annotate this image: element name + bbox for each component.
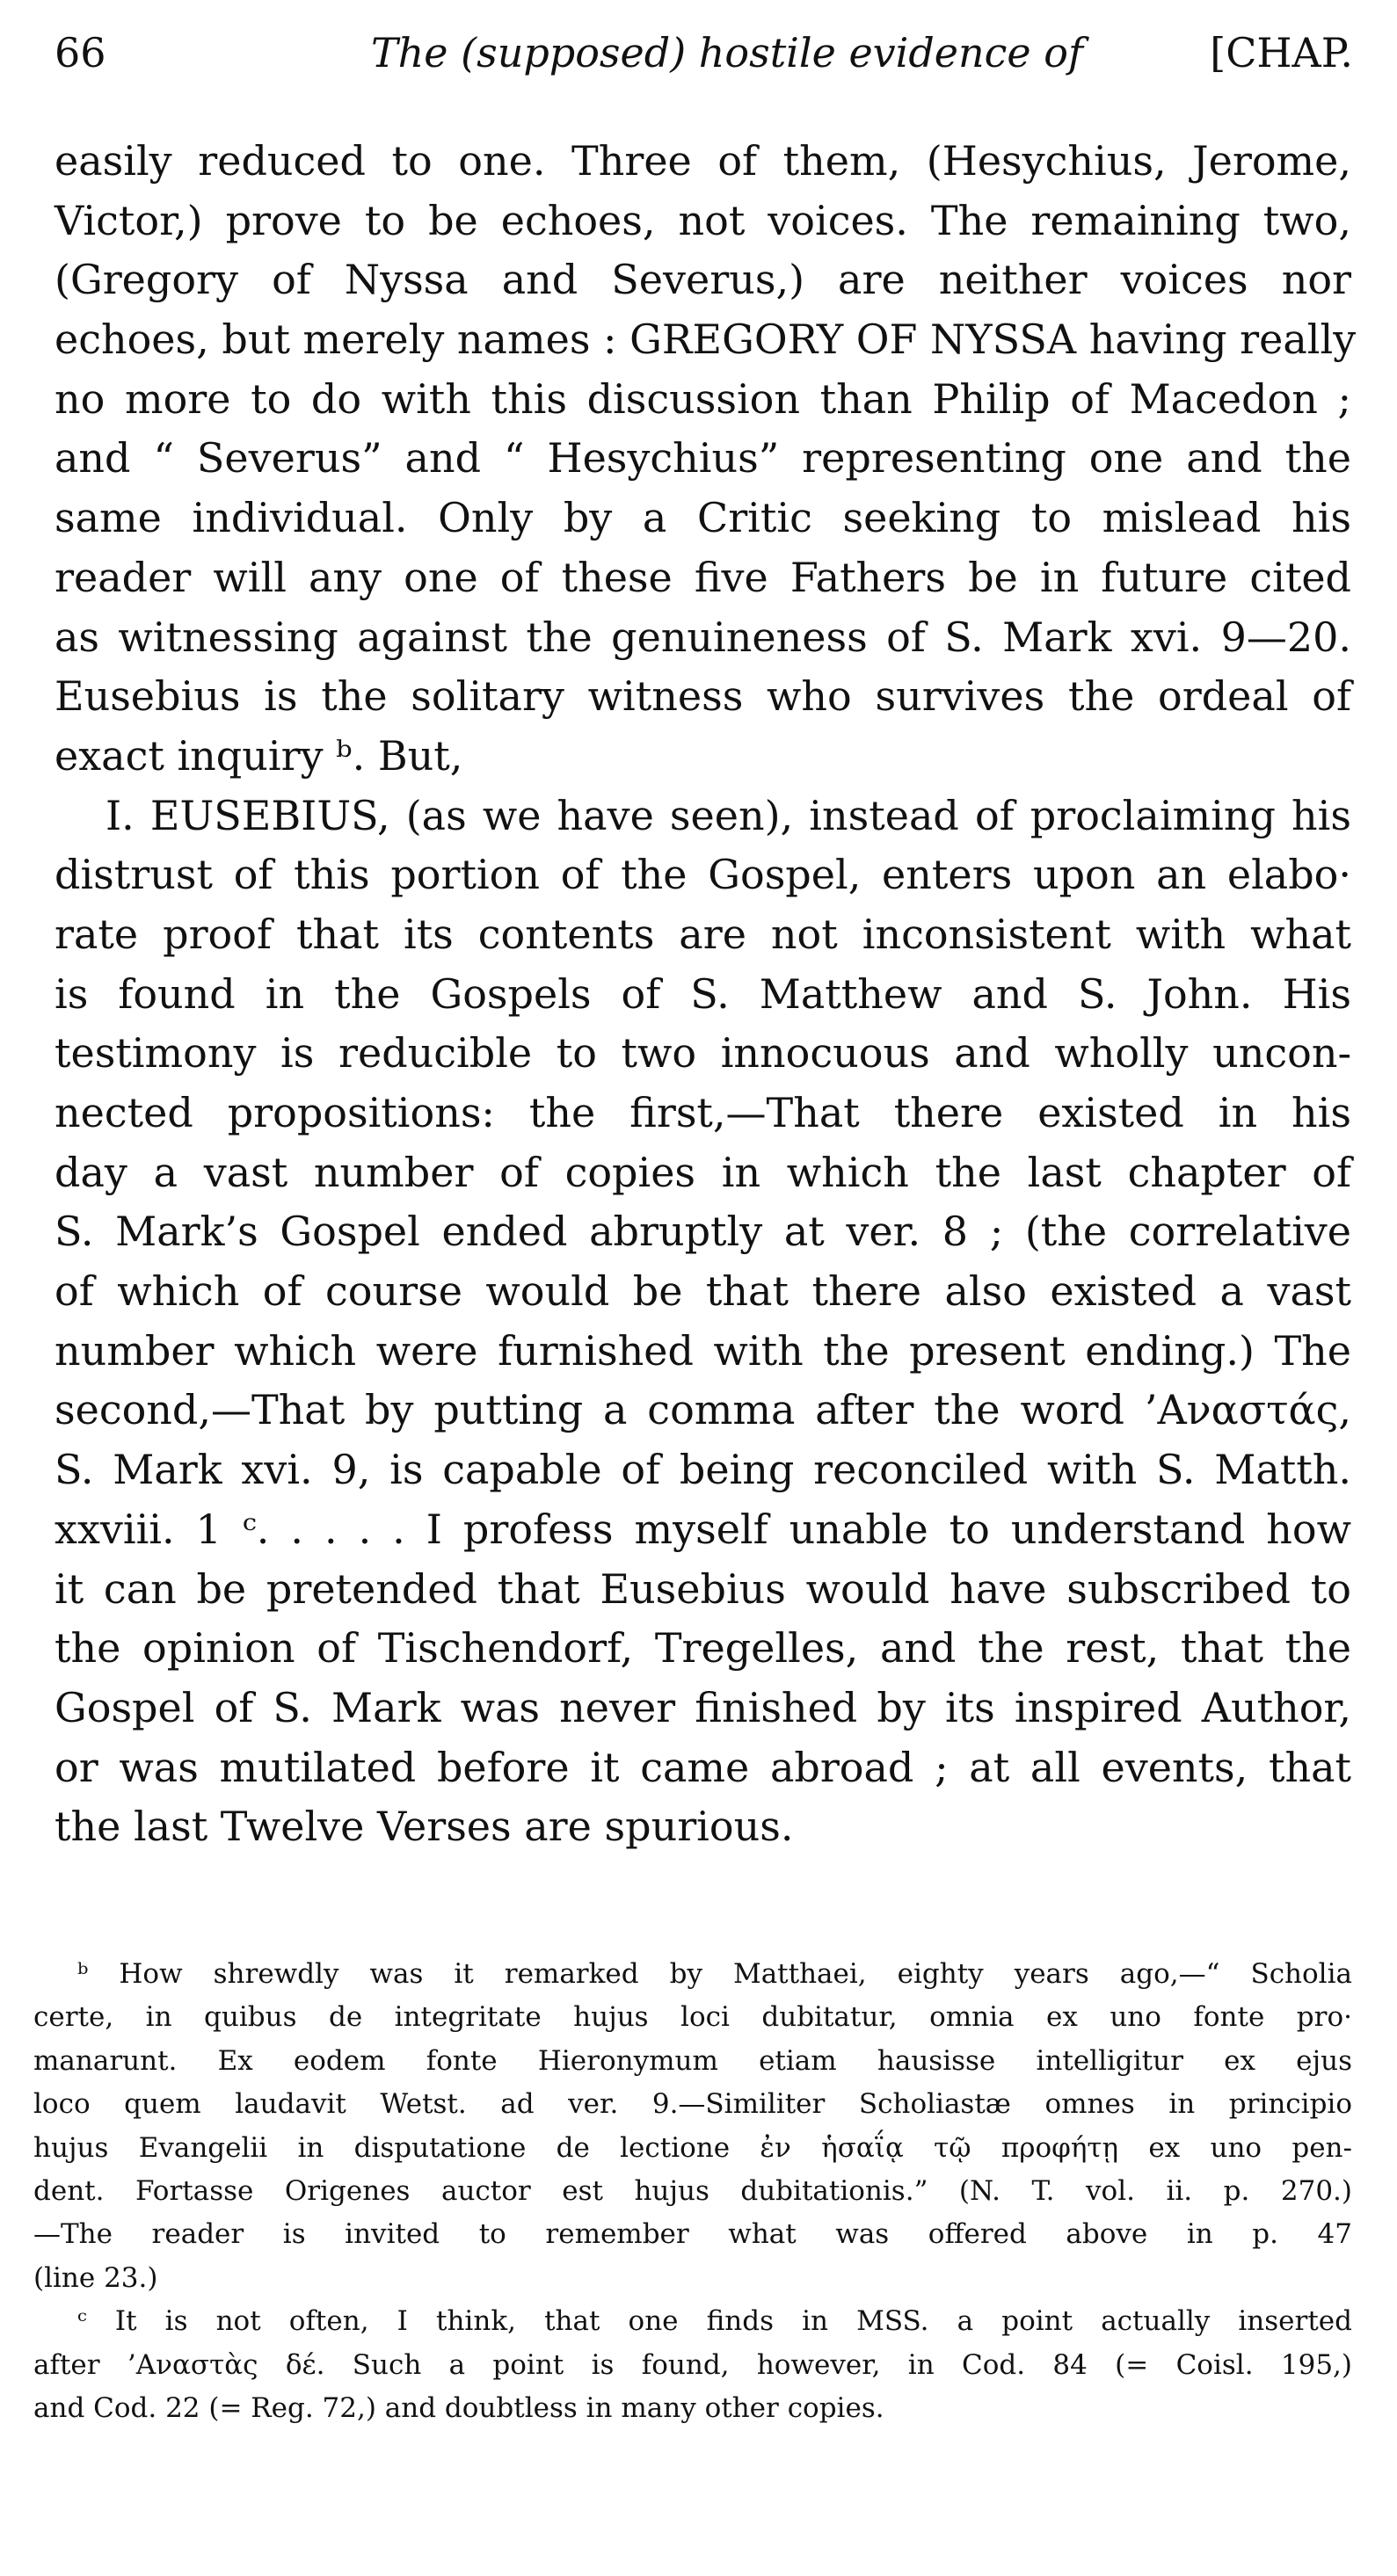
body-line: distrust of this portion of the Gospel, enters upon an elabo· bbox=[55, 851, 1351, 899]
body-line: testimony is reducible to two innocuous and wholly uncon- bbox=[55, 1029, 1351, 1078]
footnote-line: certe, in quibus de integritate hujus loci dubitatur, omnia ex uno fonte pro· bbox=[33, 2001, 1352, 2034]
body-line: easily reduced to one. Three of them, (Hesychius, Jerome, bbox=[55, 137, 1351, 185]
body-line: and “ Severus” and “ Hesychius” representing one and the bbox=[55, 434, 1351, 483]
body-line: S. Mark xvi. 9, is capable of being reconciled with S. Matth. bbox=[55, 1446, 1351, 1494]
running-head bbox=[55, 26, 1353, 79]
footnote-line: (line 23.) bbox=[33, 2261, 158, 2294]
body-line: the opinion of Tischendorf, Tregelles, and the rest, that the bbox=[55, 1624, 1351, 1673]
page-number: 66 bbox=[55, 29, 106, 76]
body-text bbox=[55, 132, 1357, 1857]
body-line: I. EUSEBIUS, (as we have seen), instead of proclaiming his bbox=[106, 791, 1351, 839]
footnotes bbox=[33, 1953, 1352, 2430]
body-line: the last Twelve Verses are spurious. bbox=[55, 1803, 794, 1851]
body-line: exact inquiry ᵇ. But, bbox=[55, 731, 463, 780]
body-line: S. Mark’s Gospel ended abruptly at ver. 8 ; (the correlative bbox=[55, 1208, 1351, 1256]
body-line: as witnessing against the genuineness of S. Mark xvi. 9—20. bbox=[55, 613, 1351, 661]
body-line: or was mutilated before it came abroad ; at all events, that bbox=[55, 1743, 1351, 1791]
body-line: Gospel of S. Mark was never finished by its inspired Author, bbox=[55, 1683, 1351, 1731]
body-line: of which of course would be that there also existed a vast bbox=[55, 1267, 1351, 1316]
footnote-line: ᶜ It is not often, I think, that one finds in MSS. a point actually inserted bbox=[77, 2305, 1352, 2338]
body-line: day a vast number of copies in which the last chapter of bbox=[55, 1148, 1351, 1196]
body-line: same individual. Only by a Critic seeking to mislead his bbox=[55, 494, 1351, 542]
footnote-line: —The reader is invited to remember what was offered above in p. 47 bbox=[33, 2218, 1352, 2251]
running-title: The (supposed) hostile evidence of bbox=[371, 29, 1083, 76]
body-line: xxviii. 1 ᶜ. . . . . I profess myself unable to understand how bbox=[55, 1505, 1351, 1553]
body-line: (Gregory of Nyssa and Severus,) are neither voices nor bbox=[55, 256, 1351, 304]
body-line: rate proof that its contents are not inconsistent with what bbox=[55, 910, 1351, 958]
footnote-line: loco quem laudavit Wetst. ad ver. 9.—Similiter Scholiastæ omnes in principio bbox=[33, 2088, 1352, 2121]
body-line: no more to do with this discussion than Philip of Macedon ; bbox=[55, 374, 1351, 423]
body-line: Victor,) prove to be echoes, not voices. The remaining two, bbox=[55, 196, 1351, 244]
body-line: nected propositions: the first,—That there existed in his bbox=[55, 1089, 1351, 1136]
body-line: echoes, but merely names : GREGORY OF NYSSA having really bbox=[55, 316, 1357, 364]
body-line: is found in the Gospels of S. Matthew and S. John. His bbox=[55, 969, 1351, 1018]
footnote-line: and Cod. 22 (= Reg. 72,) and doubtless in many other copies. bbox=[33, 2391, 884, 2424]
footnote-line: dent. Fortasse Origenes auctor est hujus dubitationis.” (N. T. vol. ii. p. 270.) bbox=[33, 2174, 1352, 2207]
body-line: it can be pretended that Eusebius would have subscribed to bbox=[55, 1564, 1351, 1613]
footnote-line: hujus Evangelii in disputatione de lectione ἐν ἡσαΐᾳ τῷ προφήτῃ ex uno pen- bbox=[33, 2131, 1352, 2164]
body-line: reader will any one of these five Fathers be in future cited bbox=[55, 553, 1351, 601]
footnote-line: after ’Αναστὰς δέ. Such a point is found, however, in Cod. 84 (= Coisl. 195,) bbox=[33, 2348, 1352, 2381]
body-line: number which were furnished with the present ending.) The bbox=[55, 1326, 1351, 1375]
body-line: second,—That by putting a comma after the word ’Αναστάς, bbox=[55, 1386, 1351, 1434]
footnote-line: manarunt. Ex eodem fonte Hieronymum etiam hausisse intelligitur ex ejus bbox=[33, 2044, 1352, 2077]
footnote-line: ᵇ How shrewdly was it remarked by Matthaei, eighty years ago,—“ Scholia bbox=[77, 1958, 1352, 1990]
chapter-marker: [CHAP. bbox=[1210, 29, 1353, 76]
body-line: Eusebius is the solitary witness who survives the ordeal of bbox=[55, 672, 1351, 721]
